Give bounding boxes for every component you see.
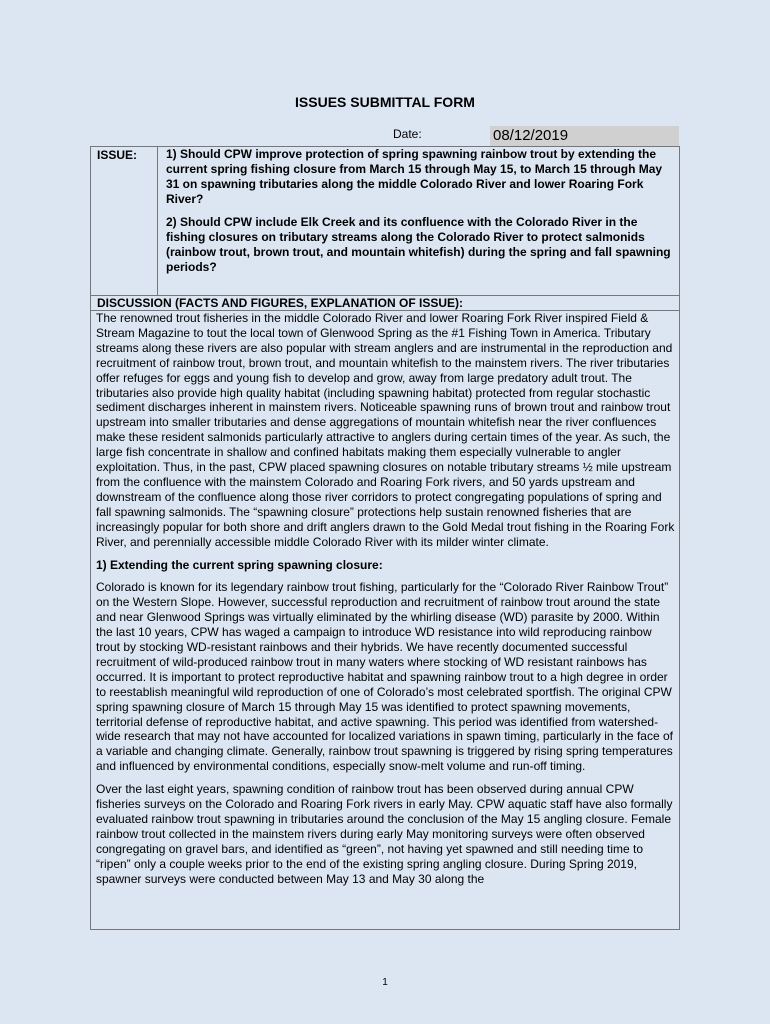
date-field[interactable]: 08/12/2019 bbox=[490, 126, 679, 146]
issue-text[interactable] bbox=[166, 147, 674, 283]
discussion-paragraph-1: The renowned trout fisheries in the middle Colorado River and lower Roaring Fork River inspired Field & Stream Magazine to tout the local town of Glenwood Spring as the #1 Fishing Town in America. Tributary streams along these rivers are also popular with stream anglers and are instrumental in the reproduction and recruitment of rainbow trout, brown trout, and mountain whitefish to the mainstem rivers. The river tributaries offer refuges for eggs and young fish to develop and grow, away from large predatory adult trout. The tributaries also provide high quality habitat (including spawning habitat) protected from regular stochastic sediment discharges inherent in mainstem rivers. Noticeable spawning runs of brown trout and rainbow trout upstream into smaller tributaries and dense aggregations of mountain whitefish near the river confluences make these resident salmonids particularly attractive to anglers during certain times of the year. As such, the large fish concentrate in shallow and confined habitats making them especially vulnerable to angler exploitation. Thus, in the past, CPW placed spawning closures on notable tributary streams ½ mile upstream from the confluence with the mainstem Colorado and Roaring Fork rivers, and 50 yards upstream and downstream of the confluence along those river corridors to protect congregating populations of spring and fall spawning salmonids. The “spawning closure” protections help sustain renowned fisheries that are increasingly popular for both shore and drift anglers drawn to the Gold Medal trout fishing in the Roaring Fork River, and perennially accessible middle Colorado River with its milder winter climate. bbox=[96, 311, 675, 549]
discussion-body[interactable] bbox=[96, 311, 676, 895]
issue-label: ISSUE: bbox=[97, 148, 138, 162]
discussion-paragraph-3: Over the last eight years, spawning condition of rainbow trout has been observed during annual CPW fisheries surveys on the Colorado and Roaring Fork rivers in early May. CPW aquatic staff have also formally evaluated rainbow trout spawning in tributaries around the conclusion of the May 15 angling closure. Female rainbow trout collected in the mainstem rivers during early May monitoring surveys were often observed congregating on gravel bars, and identified as “green”, not having yet spawned and still needing time to “ripen” only a couple weeks prior to the end of the existing spring angling closure. During Spring 2019, spawner surveys were conducted between May 13 and May 30 along the bbox=[96, 782, 673, 886]
discussion-paragraph-2: Colorado is known for its legendary rainbow trout fishing, particularly for the “Colorado River Rainbow Trout” on the Western Slope. However, successful reproduction and recruitment of rainbow trout around the state and near Glenwood Springs was virtually eliminated by the whirling disease (WD) parasite by 2000. Within the last 10 years, CPW has waged a campaign to introduce WD resistance into wild reproducing rainbow trout by stocking WD-resistant rainbows and their hybrids. We have recently documented successful recruitment of wild-produced rainbow trout in many waters where stocking of WD resistant rainbows has occurred. It is important to protect reproductive habitat and spawning rainbow trout to a high degree in order to reestablish meaningful wild reproduction of one of Colorado’s most celebrated sportfish. The original CPW spring spawning closure of March 15 through May 15 was identified to protect spawning movements, territorial defense of reproductive habitat, and active spawning. This period was identified from watershed-wide research that may not have accounted for localized variations in spawn timing, particularly in the face of a variable and changing climate. Generally, rainbow trout spawning is triggered by rising spring temperatures and influenced by environmental conditions, especially snow-melt volume and run-off timing. bbox=[96, 580, 673, 774]
discussion-heading: DISCUSSION (FACTS AND FIGURES, EXPLANATION OF ISSUE): bbox=[90, 295, 680, 311]
form-title: ISSUES SUBMITTAL FORM bbox=[295, 94, 475, 110]
discussion-subheading: 1) Extending the current spring spawning closure: bbox=[96, 557, 383, 572]
issue-question-1: 1) Should CPW improve protection of spring spawning rainbow trout by extending the current spring fishing closure from March 15 through May 15, to March 15 through May 31 on spawning tributaries along the middle Colorado River and lower Roaring Fork River? bbox=[166, 147, 663, 206]
issue-divider bbox=[157, 146, 158, 296]
issue-question-2: 2) Should CPW include Elk Creek and its confluence with the Colorado River in the fishing closures on tributary streams along the Colorado River to protect salmonids (rainbow trout, brown trout, and mountain whitefish) during the spring and fall spawning periods? bbox=[166, 215, 671, 274]
page-number: 1 bbox=[382, 977, 388, 988]
date-label: Date: bbox=[393, 127, 422, 141]
